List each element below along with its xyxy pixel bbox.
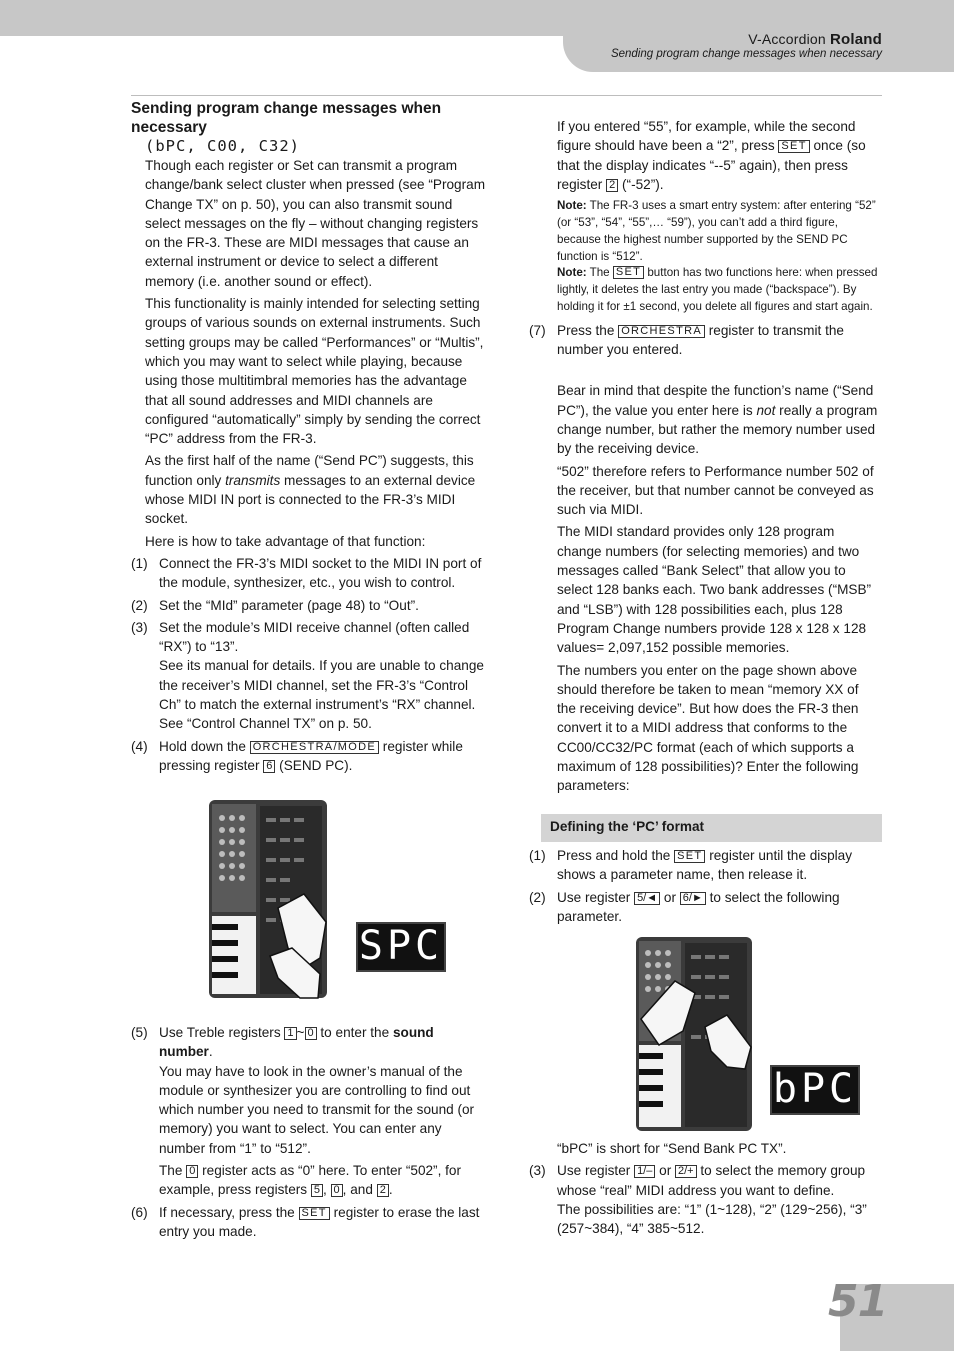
page-number-tab	[828, 1276, 954, 1351]
orchestra-key: ORCHESTRA	[618, 325, 705, 338]
text: Hold down the	[159, 738, 250, 754]
lcd-text: bPC	[772, 1066, 858, 1112]
header-product	[748, 31, 882, 48]
text: once (so that the display indicates “--5” again), then press register	[557, 138, 866, 192]
text: Use Treble registers	[159, 1025, 285, 1040]
text: register until the display shows a parameter name, then release it.	[557, 848, 853, 883]
register-0-key: 0	[305, 1027, 317, 1040]
register-0-key: 0	[331, 1184, 343, 1197]
paragraph	[529, 381, 881, 458]
register-5-key: 5/◄	[634, 892, 660, 905]
note-text: The	[586, 266, 613, 280]
text: register to transmit the number you entered.	[557, 322, 844, 358]
register-0-key: 0	[186, 1165, 198, 1178]
right-column	[529, 117, 881, 796]
step-text: Connect the FR-3’s MIDI socket to the MIDI IN port of the module, synthesizer, etc., you wish to control.	[159, 555, 482, 591]
register-6-key: 6	[263, 760, 275, 773]
accordion-illustration	[635, 935, 755, 1138]
text: If necessary, press the	[159, 1204, 299, 1220]
register-5-key: 5	[311, 1184, 323, 1197]
accordion-keyboard-icon	[208, 798, 333, 1000]
lcd-display	[356, 922, 446, 972]
text: (SEND PC).	[275, 757, 353, 773]
page-number: 51	[828, 1276, 888, 1327]
text: really a program change number, but rather the memory number used by the receiving device.	[557, 402, 878, 457]
text: Bear in mind that despite the function’s name (“Send PC”), the value you enter here is	[557, 383, 874, 418]
set-key: SET	[778, 140, 809, 153]
text: ,	[322, 1182, 331, 1198]
text: Use register	[557, 1163, 635, 1179]
step-4	[131, 737, 487, 776]
text: to select the memory group whose “real” MIDI address you want to define.	[557, 1163, 866, 1198]
header-rule	[131, 95, 882, 96]
note	[529, 265, 881, 315]
register-6-key: 6/►	[680, 892, 706, 905]
text: The	[159, 1163, 187, 1179]
paragraph: The MIDI standard provides only 128 program change numbers (for selecting memories) and two messages called “Bank Select” that allow you to select 128 banks each. Two bank addresses (“MSB” and “LSB”) with 128 possibilities each, plus 128 Program Change numbers provide 128 x 128 x 128 values= 2,097,152 possible memories.	[557, 524, 872, 656]
register-1-key: 1	[284, 1027, 296, 1040]
orchestra-mode-key: ORCHESTRA/MODE	[250, 741, 379, 754]
step-number: (2)	[529, 889, 546, 905]
left-column	[131, 99, 487, 775]
step-number: (2)	[131, 597, 148, 613]
step-2	[131, 596, 487, 615]
note-label: Note:	[557, 199, 587, 213]
text: register acts as “0” here. To enter “502”, for example, press registers	[159, 1163, 462, 1198]
set-key: SET	[613, 266, 644, 279]
paragraph: This functionality is mainly intended for selecting setting groups of various sounds on external instruments. Such setting groups may be called “Performances” or “Multis”, which you may want to select while playing, because using those multitimbral memories has the advantage that all sound addresses and MIDI channels are configured “automatically” simply by sending the correct “PC” address from the FR-3.	[145, 296, 484, 447]
heading-text: Sending program change messages when necessary	[131, 100, 442, 136]
paragraph	[131, 451, 487, 528]
text: Press and hold the	[557, 848, 675, 863]
text: to select the following parameter.	[557, 889, 840, 924]
header-subtitle: Sending program change messages when necessary	[610, 48, 882, 60]
lcd-text: SPC	[358, 923, 444, 969]
step-6	[131, 1203, 487, 1242]
step-number: (5)	[131, 1025, 148, 1040]
step-number: (1)	[529, 848, 546, 863]
heading-params: (bPC, C00, C32)	[145, 137, 300, 155]
step-number: (3)	[529, 1163, 546, 1179]
brand-name: Roland	[829, 31, 882, 48]
text: , and	[342, 1182, 377, 1198]
paragraph: “502” therefore refers to Performance number 502 of the receiver, but that number cannot be conveyed as such via MIDI.	[557, 463, 874, 518]
text: register to erase the last entry you made.	[159, 1204, 480, 1239]
accordion-illustration	[208, 798, 333, 1005]
step-text: Set the module’s MIDI receive channel (often called “RX”) to “13”.	[159, 619, 470, 655]
product-name: V-Accordion	[748, 31, 826, 47]
accordion-keyboard-icon	[635, 935, 755, 1133]
text: Use register	[557, 889, 635, 905]
paragraph: Though each register or Set can transmit a program change/bank select cluster when pressed (see “Program Change TX” on p. 50), you can also transmit sound select messages on the fly – without changing registers on the FR-3. These are MIDI messages that cause an external instrument or device to select a different memory (i.e. another sound or effect).	[145, 158, 486, 289]
text: Press the	[557, 322, 619, 338]
text: .	[208, 1044, 213, 1060]
text: to enter the	[316, 1025, 393, 1040]
text: register while pressing register	[159, 738, 463, 773]
emphasis: not	[756, 402, 776, 418]
step-number: (3)	[131, 619, 148, 635]
step-7	[529, 321, 881, 360]
emphasis: transmits	[225, 472, 281, 488]
define-step-2	[529, 888, 881, 927]
register-2-key: 2/+	[675, 1165, 697, 1178]
text: If you entered “55”, for example, while the second figure should have been a “2”, press	[557, 119, 856, 154]
lcd-display	[770, 1065, 860, 1115]
section-heading	[131, 99, 487, 156]
right-column-bottom	[529, 1139, 881, 1238]
register-2-key: 2	[377, 1184, 389, 1197]
text: messages to an external device whose MIDI IN port is connected to the FR-3’s MIDI socket.	[145, 472, 476, 527]
step-text: Set the “MId” parameter (page 48) to “Out”.	[159, 597, 419, 613]
step-number: (4)	[131, 738, 148, 754]
register-1-key: 1/–	[634, 1165, 655, 1178]
step-1	[131, 554, 487, 593]
step-number: (6)	[131, 1204, 148, 1220]
section-title: Defining the ‘PC’ format	[550, 819, 705, 834]
set-key: SET	[674, 850, 705, 863]
step-number: (7)	[529, 322, 546, 338]
set-key: SET	[299, 1207, 330, 1220]
note-label: Note:	[557, 266, 587, 280]
define-step-3	[529, 1161, 881, 1238]
step-5	[131, 1023, 487, 1158]
paragraph: Here is how to take advantage of that function:	[145, 533, 426, 549]
text: ~	[296, 1025, 305, 1040]
section-bar	[541, 814, 882, 842]
register-2-key: 2	[606, 179, 618, 192]
note	[529, 198, 881, 265]
left-column-lower	[131, 1023, 487, 1241]
step-3	[131, 618, 487, 734]
paragraph	[529, 117, 881, 194]
right-column-lower	[529, 846, 881, 926]
step-number: (1)	[131, 555, 148, 571]
text: or	[660, 889, 680, 905]
step-5-sub	[131, 1161, 487, 1200]
text: As the first half of the name (“Send PC”) suggests, this function only	[145, 453, 474, 488]
step-subtext: You may have to look in the owner’s manual of the module or synthesizer you are controlling to find out which number you need to transmit for the sound (or memory) you want to select. You can enter any number from “1” to “512”.	[159, 1063, 475, 1156]
step-subtext: The possibilities are: “1” (1~128), “2” (129~256), “3” (257~384), “4” 385~512.	[557, 1201, 867, 1237]
text: or	[655, 1163, 675, 1179]
note-text: The FR-3 uses a smart entry system: after entering “52” (or “53”, “54”, “55”,… “59”), you can’t add a third figure, because the highest number supported by the SEND PC function is “512”.	[557, 199, 876, 263]
paragraph: The numbers you enter on the page shown above should therefore be taken to mean “memory XX of the receiving device”. But how does the FR-3 then convert it to a MIDI address that conforms to the CC00/CC32/PC format (each of which supports a maximum of 128 possibilities)? Enter the following parameters:	[557, 662, 859, 794]
text: .	[388, 1182, 393, 1198]
note-text: button has two functions here: when pressed lightly, it deletes the last entry you made (“backspace”). By holding it for ±1 second, you delete all figures and start again.	[557, 266, 878, 313]
figure-caption: “bPC” is short for “Send Bank PC TX”.	[557, 1141, 787, 1156]
text: (“-52”).	[618, 176, 664, 192]
bold-text: sound number	[159, 1025, 434, 1060]
step-subtext: See its manual for details. If you are unable to change the receiver’s MIDI channel, set the FR-3’s “Control Ch” to match the external instrument’s “RX” channel. See “Control Channel TX” on p. 50.	[159, 658, 484, 732]
define-step-1	[529, 846, 881, 885]
